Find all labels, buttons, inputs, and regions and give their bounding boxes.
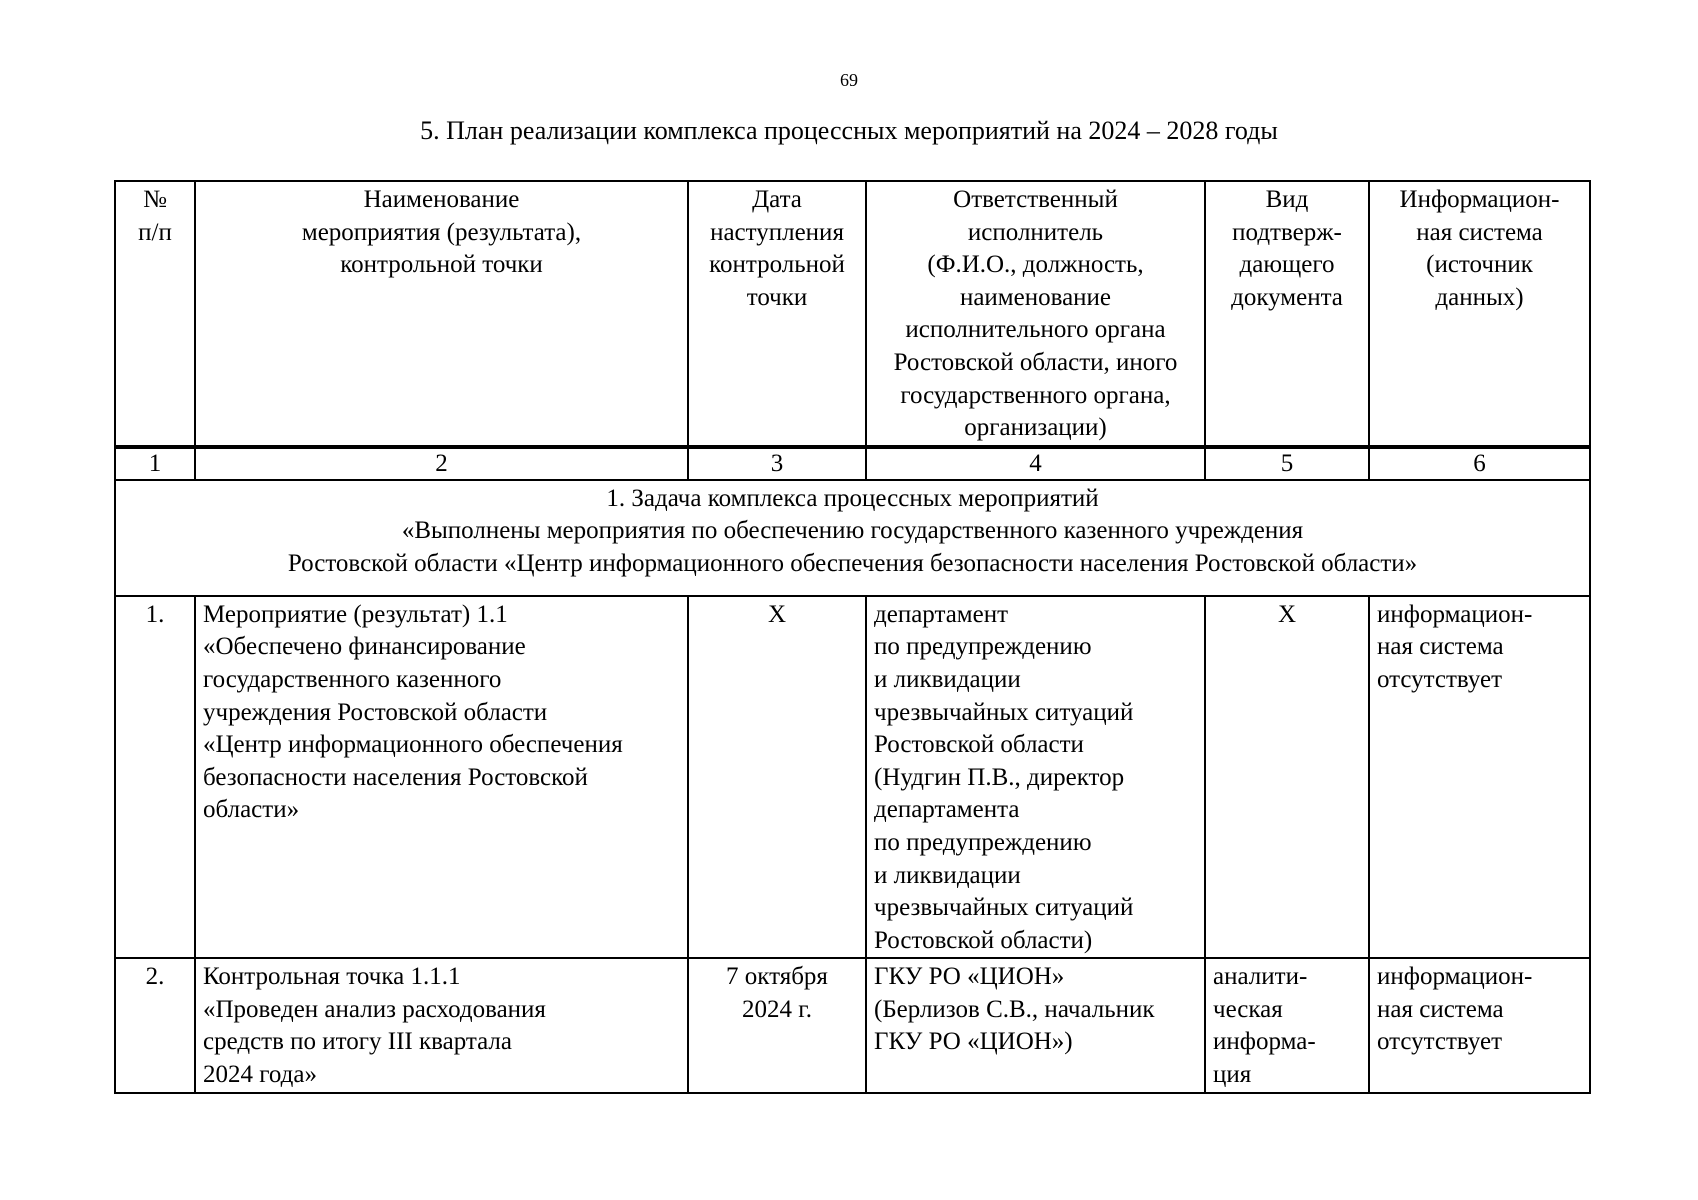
cell-line: 7 октября [726,963,828,991]
cell-line: по предупреждению [874,633,1092,661]
column-number: 1 [115,447,195,480]
cell-line: государственного казенного [203,665,502,693]
cell-line: Ответственный [953,186,1118,213]
cell-line: подтверж- [1232,218,1342,246]
row-doc-type [1205,958,1369,1092]
cell-line: контрольной [709,251,845,279]
cell-line: области» [203,796,300,824]
row-date [688,596,866,959]
cell-line: и ликвидации [874,665,1021,693]
column-number: 2 [195,447,688,480]
cell-line: Вид [1265,186,1309,213]
row-responsible [866,958,1205,1092]
cell-line: Ростовской области, иного [893,348,1178,376]
cell-line: ГКУ РО «ЦИОН» [874,963,1065,991]
cell-line: Х [1277,600,1297,628]
cell-line: дающего [1239,251,1335,279]
cell-line: 2024 г. [742,995,812,1023]
row-name [195,596,688,959]
cell-line: Наименование [363,186,520,213]
cell-line: Х [767,600,787,628]
column-number-row [115,447,1590,480]
table-row [115,958,1590,1092]
cell-line: 1. Задача комплекса процессных мероприятий [606,484,1099,512]
row-responsible [866,596,1205,959]
cell-line: ГКУ РО «ЦИОН») [874,1028,1073,1056]
document-title: 5. План реализации комплекса процессных мероприятий на 2024 – 2028 годы [420,116,1278,145]
header-cell-responsible [866,181,1205,447]
cell-line: средств по итогу III квартала [203,1028,512,1056]
cell-line: отсутствует [1377,1028,1503,1056]
cell-line: по предупреждению [874,828,1092,856]
row-name [195,958,688,1092]
cell-line: исполнительного органа [905,316,1166,344]
section-row [115,480,1590,596]
row-number: 2. [115,958,195,1092]
cell-line: Контрольная точка 1.1.1 [203,963,461,991]
table-row [115,596,1590,959]
cell-line: «Проведен анализ расходования [203,995,546,1023]
cell-line: 2024 года» [203,1061,317,1089]
cell-line: информацион- [1377,963,1533,991]
table-header-row [115,181,1590,447]
plan-table [114,180,1591,1094]
cell-line: Дата [752,186,802,213]
cell-line: Ростовской области) [874,926,1093,954]
cell-line: «Центр информационного обеспечения [203,731,623,759]
row-date [688,958,866,1092]
cell-line: ная система [1416,218,1543,246]
cell-line: «Обеспечено финансирование [203,633,526,661]
cell-line: контрольной точки [340,251,543,279]
row-info-system [1369,958,1590,1092]
cell-line: отсутствует [1377,665,1503,693]
cell-line: ная система [1377,633,1504,661]
cell-line: Информацион- [1399,186,1560,213]
cell-line: Ростовской области [874,731,1084,759]
header-cell-info-system [1369,181,1590,447]
cell-line: данных) [1435,283,1524,311]
cell-line: информацион- [1377,600,1533,628]
column-number: 4 [866,447,1205,480]
cell-line: аналити- [1213,963,1308,991]
cell-line: исполнитель [967,218,1104,246]
cell-line: государственного органа, [900,381,1171,409]
row-doc-type [1205,596,1369,959]
cell-line: точки [746,283,808,311]
section-heading [115,480,1590,596]
cell-line: (Нудгин П.В., директор [874,763,1125,791]
column-number: 3 [688,447,866,480]
cell-line: ческая [1213,995,1283,1023]
row-info-system [1369,596,1590,959]
cell-line: Мероприятие (результат) 1.1 [203,600,508,628]
page-number: 69 [840,70,858,90]
cell-line: (Ф.И.О., должность, [927,251,1144,279]
cell-line: департамент [874,600,1009,628]
column-number: 5 [1205,447,1369,480]
header-cell-date [688,181,866,447]
header-cell-number [115,181,195,447]
cell-line: «Выполнены мероприятия по обеспечению государственного казенного учреждения [401,517,1304,545]
cell-line: Ростовской области «Центр информационного обеспечения безопасности населения Ростовской области» [287,549,1418,577]
cell-line: департамента [874,796,1020,824]
cell-line: чрезвычайных ситуаций [874,698,1134,726]
row-number: 1. [115,596,195,959]
cell-line: (Берлизов С.В., начальник [874,995,1155,1023]
cell-line: ция [1213,1061,1252,1089]
header-cell-doc-type [1205,181,1369,447]
cell-line: мероприятия (результата), [301,218,582,246]
cell-line: наименование [959,283,1112,311]
cell-line: безопасности населения Ростовской [203,763,588,791]
cell-line: ная система [1377,995,1504,1023]
cell-line: № [143,186,167,213]
cell-line: наступления [710,218,844,246]
cell-line: чрезвычайных ситуаций [874,894,1134,922]
column-number: 6 [1369,447,1590,480]
cell-line: п/п [138,218,172,246]
cell-line: организации) [964,414,1107,442]
cell-line: и ликвидации [874,861,1021,889]
cell-line: (источник [1426,251,1533,279]
header-cell-name [195,181,688,447]
cell-line: информа- [1213,1028,1316,1056]
cell-line: документа [1231,283,1343,311]
cell-line: учреждения Ростовской области [203,698,548,726]
